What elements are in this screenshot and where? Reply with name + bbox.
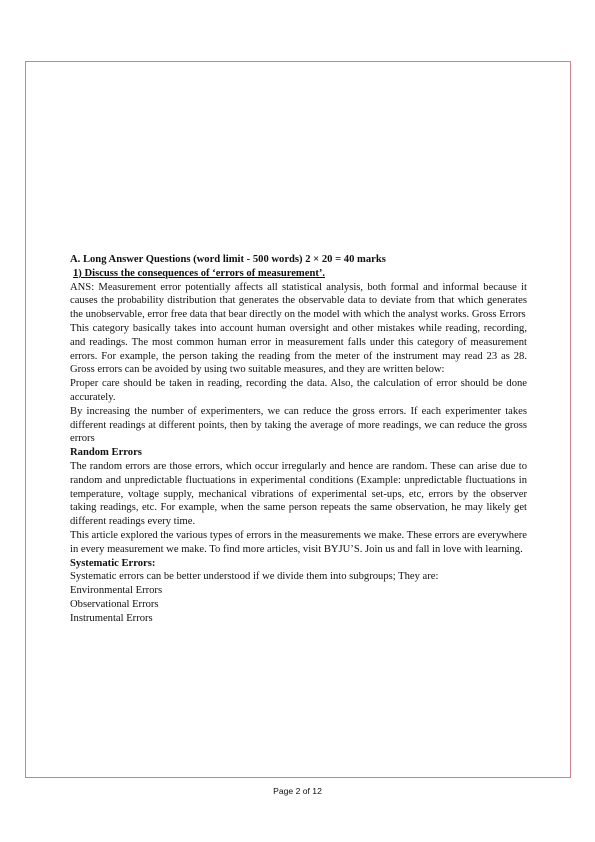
answer-content [70,253,527,626]
section-heading: A. Long Answer Questions (word limit - 500 words) 2 × 20 = 40 marks [70,254,386,265]
proper-care-paragraph: Proper care should be taken in reading, recording the data. Also, the calculation of error should be done accurately. [70,378,527,403]
question-title: 1) Discuss the consequences of ‘errors of measurement’. [73,267,326,279]
random-errors-paragraph: The random errors are those errors, which occur irregularly and hence are random. These can arise due to random and unpredictable fluctuations in experimental conditions (Example: unpredictable fluctuations in temperature, voltage supply, mechanical vibrations of experimental set-ups, etc, errors by the observer taking readings, etc. For example, when the same person repeats the same observation, he may likely get different readings every time. [70,460,527,528]
list-item-instrumental: Instrumental Errors [70,612,153,624]
systematic-errors-title: Systematic Errors: [70,557,156,569]
gross-errors-paragraph: This category basically takes into account human oversight and other mistakes while reading, recording, and readings. The most common human error in measurement falls under this category of measurement errors. For example, the person taking the reading from the meter of the instrument may read 23 as 28. Gross errors can be avoided by using two suitable measures, and they are written below: [70,322,527,376]
list-item-observational: Observational Errors [70,598,159,610]
answer-paragraph-1: ANS: Measurement error potentially affects all statistical analysis, both formal and informal because it causes the probability distribution that generates the observable data to deviate from that which generates the unobservable, error free data that bear directly on the model with which the analyst works. Gross Errors [70,281,527,321]
systematic-errors-paragraph: Systematic errors can be better understood if we divide them into subgroups; They are: [70,571,439,583]
page-number-footer: Page 2 of 12 [273,786,322,796]
experimenters-paragraph: By increasing the number of experimenters, we can reduce the gross errors. If each experimenter takes different readings at different points, then by taking the average of more readings, we can reduce the gross errors [70,405,527,445]
random-errors-title: Random Errors [70,447,142,459]
list-item-environmental: Environmental Errors [70,585,163,597]
article-summary-paragraph: This article explored the various types of errors in the measurements we make. These errors are everywhere in every measurement we make. To find more articles, visit BYJU’S. Join us and fall in love with learning. [70,529,527,555]
